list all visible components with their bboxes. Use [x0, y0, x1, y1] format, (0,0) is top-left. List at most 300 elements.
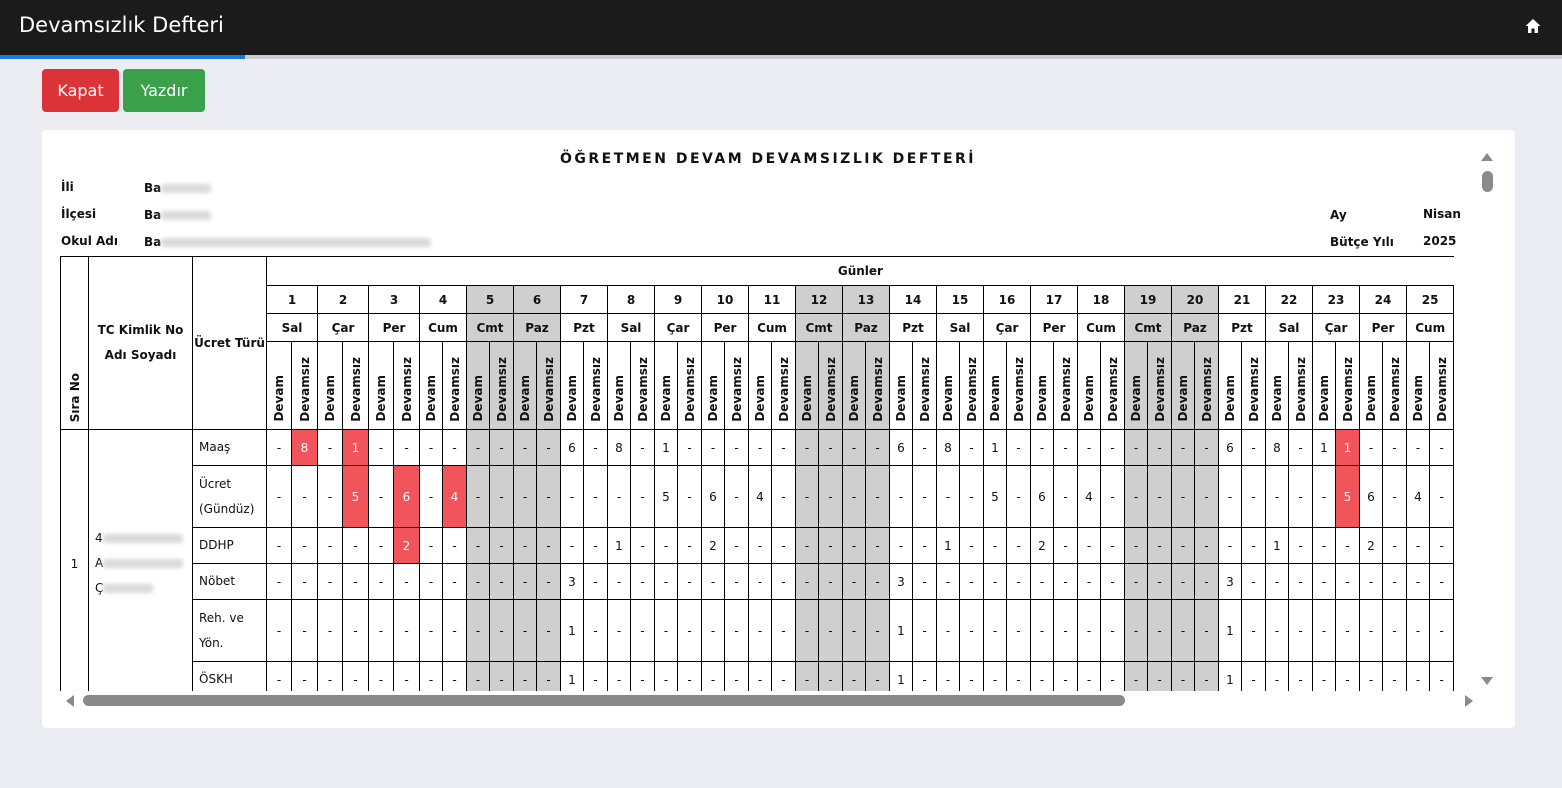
devamsiz-cell: - [866, 430, 890, 466]
devamsiz-cell: - [960, 528, 984, 564]
person-tc-no [95, 526, 192, 551]
devam-cell: - [749, 528, 772, 564]
devam-cell: - [796, 528, 819, 564]
devam-cell: - [1125, 528, 1148, 564]
devam-header [1031, 342, 1054, 430]
devamsiz-cell: - [394, 600, 420, 662]
devamsiz-cell: - [1054, 662, 1078, 692]
devam-cell: - [514, 662, 537, 692]
devam-header [843, 342, 866, 430]
devam-cell: 1 [937, 528, 960, 564]
devam-cell: - [267, 600, 292, 662]
devamsiz-header [631, 342, 655, 430]
devam-cell: - [1360, 564, 1383, 600]
devam-cell: - [843, 564, 866, 600]
day-number-header: 19 [1125, 286, 1172, 314]
devamsiz-cell: - [866, 528, 890, 564]
devamsiz-cell: - [490, 528, 514, 564]
devam-cell: - [1078, 564, 1101, 600]
devam-header [514, 342, 537, 430]
table-row [61, 662, 1454, 692]
devam-cell: - [702, 564, 725, 600]
devamsiz-header [772, 342, 796, 430]
devam-cell: 8 [1266, 430, 1289, 466]
devam-cell: 6 [890, 430, 913, 466]
devam-cell: - [1031, 600, 1054, 662]
devamsiz-cell: - [819, 600, 843, 662]
devamsiz-cell: - [913, 600, 937, 662]
ucret-turu-cell: Nöbet [193, 564, 267, 600]
day-name-header: Cum [749, 314, 796, 342]
ay-value: Nisan [1423, 207, 1461, 221]
devam-header [984, 342, 1007, 430]
ucret-turu-cell: ÖSKH [193, 662, 267, 692]
person-soyad-text: Ç [95, 581, 104, 595]
devamsiz-header [394, 342, 420, 430]
devamsiz-cell: - [1383, 564, 1407, 600]
devamsiz-header [1054, 342, 1078, 430]
devamsiz-cell: - [819, 430, 843, 466]
load-progress-fill [0, 55, 245, 59]
devamsiz-header-text: Devamsız [588, 357, 603, 422]
devamsiz-cell: - [866, 564, 890, 600]
table-row [61, 564, 1454, 600]
devam-cell: 2 [1360, 528, 1383, 564]
day-number-header: 18 [1078, 286, 1125, 314]
devam-header-text: Devam [1035, 375, 1049, 422]
devam-cell: - [267, 528, 292, 564]
devamsiz-cell: 1 [343, 430, 369, 466]
devam-cell: - [1266, 564, 1289, 600]
home-icon[interactable] [1524, 17, 1542, 35]
devam-cell: - [655, 528, 678, 564]
devamsiz-cell: - [343, 662, 369, 692]
devam-header-text: Devam [1270, 375, 1284, 422]
devamsiz-cell: - [866, 662, 890, 692]
day-name-header: Paz [514, 314, 561, 342]
devam-header-text: Devam [941, 375, 955, 422]
devamsiz-cell: - [1101, 466, 1125, 528]
devamsiz-cell: - [1430, 466, 1454, 528]
devam-cell: - [796, 430, 819, 466]
devamsiz-cell: - [1242, 600, 1266, 662]
devamsiz-cell: - [443, 564, 467, 600]
devamsiz-header [1148, 342, 1172, 430]
day-number-header: 5 [467, 286, 514, 314]
devamsiz-cell: - [678, 564, 702, 600]
devamsiz-cell: - [1195, 600, 1219, 662]
devam-header-text: Devam [612, 375, 626, 422]
devamsiz-cell: - [1195, 466, 1219, 528]
day-number-header: 4 [420, 286, 467, 314]
devamsiz-cell: 4 [443, 466, 467, 528]
day-number-header: 17 [1031, 286, 1078, 314]
devamsiz-header-text: Devamsız [1011, 357, 1026, 422]
day-name-header: Cum [1078, 314, 1125, 342]
devamsiz-cell: - [678, 662, 702, 692]
devam-cell: - [749, 430, 772, 466]
devamsiz-cell: - [1054, 600, 1078, 662]
day-name-header: Çar [984, 314, 1031, 342]
devamsiz-header-text: Devamsız [348, 357, 363, 422]
devamsiz-header-text: Devamsız [1340, 357, 1355, 422]
devam-cell: - [420, 564, 443, 600]
devam-cell: - [1360, 600, 1383, 662]
devam-cell: - [1172, 466, 1195, 528]
devamsiz-cell: - [819, 528, 843, 564]
ay-label: Ay [1330, 208, 1347, 222]
devamsiz-cell: - [1148, 600, 1172, 662]
devamsiz-cell: - [1195, 662, 1219, 692]
devamsiz-cell: - [772, 466, 796, 528]
devam-cell: - [420, 662, 443, 692]
devam-header [1125, 342, 1148, 430]
devam-cell: - [1407, 430, 1430, 466]
devamsiz-cell: - [1289, 600, 1313, 662]
devamsiz-cell: 1 [1336, 430, 1360, 466]
devamsiz-cell: - [343, 528, 369, 564]
devamsiz-cell: - [1195, 564, 1219, 600]
sira-no-header-text: Sıra No [67, 372, 82, 422]
devamsiz-header [866, 342, 890, 430]
day-name-header: Çar [318, 314, 369, 342]
devamsiz-header [537, 342, 561, 430]
devamsiz-cell: - [725, 430, 749, 466]
devamsiz-header-text: Devamsız [964, 357, 979, 422]
devamsiz-header [292, 342, 318, 430]
devam-header [655, 342, 678, 430]
devamsiz-cell: - [960, 662, 984, 692]
devamsiz-header [913, 342, 937, 430]
devam-cell: - [796, 466, 819, 528]
devamsiz-header [443, 342, 467, 430]
table-row [61, 528, 1454, 564]
devamsiz-cell: - [343, 600, 369, 662]
devam-cell: 1 [984, 430, 1007, 466]
day-number-header: 8 [608, 286, 655, 314]
devamsiz-cell: - [772, 600, 796, 662]
devamsiz-header [1007, 342, 1031, 430]
devam-header-text: Devam [706, 375, 720, 422]
devam-cell: - [467, 430, 490, 466]
devamsiz-cell: - [584, 600, 608, 662]
devamsiz-cell: - [490, 600, 514, 662]
devamsiz-cell: 2 [394, 528, 420, 564]
day-name-header: Sal [937, 314, 984, 342]
devam-header-text: Devam [1176, 375, 1190, 422]
devamsiz-header [1289, 342, 1313, 430]
day-number-header: 25 [1407, 286, 1454, 314]
devamsiz-cell: - [678, 528, 702, 564]
devamsiz-cell: 8 [292, 430, 318, 466]
day-name-header: Pzt [890, 314, 937, 342]
day-number-header: 6 [514, 286, 561, 314]
devamsiz-cell: - [1054, 564, 1078, 600]
print-button[interactable]: Yazdır [123, 69, 205, 112]
devamsiz-header-text: Devamsız [1387, 357, 1402, 422]
devam-cell: - [655, 564, 678, 600]
devamsiz-cell: - [584, 466, 608, 528]
horizontal-scrollbar-thumb[interactable] [83, 695, 1125, 706]
devamsiz-cell: - [960, 564, 984, 600]
devamsiz-header-text: Devamsız [823, 357, 838, 422]
devam-cell: - [318, 564, 343, 600]
devam-cell: - [655, 662, 678, 692]
devamsiz-cell: - [1007, 528, 1031, 564]
devamsiz-cell: - [631, 662, 655, 692]
devam-cell: 6 [1031, 466, 1054, 528]
devam-cell: - [702, 600, 725, 662]
devam-cell: - [796, 600, 819, 662]
devamsiz-cell: - [1430, 430, 1454, 466]
devam-cell: - [1360, 662, 1383, 692]
butce-value: 2025 [1423, 234, 1457, 248]
devamsiz-cell: - [1242, 564, 1266, 600]
devamsiz-header-text: Devamsız [1246, 357, 1261, 422]
devamsiz-header [1383, 342, 1407, 430]
devamsiz-cell: - [292, 528, 318, 564]
devamsiz-cell: - [1054, 528, 1078, 564]
devam-header-text: Devam [323, 375, 337, 422]
okul-value: Ba [144, 235, 431, 249]
vertical-scrollbar-thumb[interactable] [1482, 171, 1493, 192]
ucret-turu-cell: Reh. ve Yön. [193, 600, 267, 662]
devam-cell: 1 [561, 662, 584, 692]
devamsiz-cell: - [1336, 528, 1360, 564]
day-name-header: Cum [1407, 314, 1454, 342]
devamsiz-cell: 5 [343, 466, 369, 528]
devam-header [1172, 342, 1195, 430]
devam-cell: - [420, 528, 443, 564]
devam-cell: - [318, 600, 343, 662]
devamsiz-cell: - [678, 430, 702, 466]
close-button[interactable]: Kapat [42, 69, 119, 112]
devamsiz-cell: - [490, 662, 514, 692]
devamsiz-cell: - [1148, 564, 1172, 600]
devam-cell: 6 [1219, 430, 1242, 466]
devam-cell: - [420, 600, 443, 662]
il-value: Ba [144, 181, 211, 195]
devam-cell: 6 [561, 430, 584, 466]
devamsiz-cell: - [537, 564, 561, 600]
devamsiz-cell: - [343, 564, 369, 600]
devam-header-text: Devam [1317, 375, 1331, 422]
devamsiz-cell: - [584, 662, 608, 692]
devamsiz-cell: - [1430, 662, 1454, 692]
devam-header-text: Devam [518, 375, 532, 422]
devamsiz-cell: - [960, 466, 984, 528]
devamsiz-cell: - [678, 466, 702, 528]
day-name-header: Cmt [1125, 314, 1172, 342]
devam-cell: - [937, 466, 960, 528]
devam-cell: - [1125, 430, 1148, 466]
day-name-header: Cmt [796, 314, 843, 342]
devamsiz-header-text: Devamsız [1434, 357, 1449, 422]
devam-cell: - [1125, 662, 1148, 692]
day-name-header: Paz [1172, 314, 1219, 342]
scroll-right-arrow-icon[interactable] [1465, 695, 1473, 707]
devam-cell: - [267, 430, 292, 466]
scroll-down-arrow-icon[interactable] [1481, 677, 1493, 685]
devam-header-text: Devam [565, 375, 579, 422]
devamsiz-cell: - [1007, 600, 1031, 662]
devam-cell: - [1266, 662, 1289, 692]
devam-cell: - [420, 466, 443, 528]
devam-header-text: Devam [847, 375, 861, 422]
devam-header [608, 342, 631, 430]
devamsiz-header [1242, 342, 1266, 430]
devam-cell: - [369, 528, 394, 564]
devamsiz-cell: - [725, 466, 749, 528]
devamsiz-cell: - [725, 600, 749, 662]
devamsiz-cell: - [584, 528, 608, 564]
ucret-turu-cell: Ücret (Gündüz) [193, 466, 267, 528]
devam-cell: - [514, 528, 537, 564]
devam-cell: - [369, 466, 394, 528]
devamsiz-cell: - [1289, 466, 1313, 528]
devamsiz-cell: - [1289, 564, 1313, 600]
devamsiz-cell: - [960, 430, 984, 466]
devamsiz-cell: - [394, 662, 420, 692]
devamsiz-header-text: Devamsız [729, 357, 744, 422]
adi-soyadi-header-text: Adı Soyadı [104, 348, 177, 362]
app-title: Devamsızlık Defteri [19, 13, 224, 37]
devam-header [369, 342, 394, 430]
devam-cell: 6 [1360, 466, 1383, 528]
okul-label: Okul Adı [61, 234, 119, 248]
day-name-header: Pzt [561, 314, 608, 342]
devam-cell: - [369, 564, 394, 600]
devamsiz-cell: - [1101, 564, 1125, 600]
devam-cell: - [467, 600, 490, 662]
document-title: ÖĞRETMEN DEVAM DEVAMSIZLIK DEFTERİ [559, 151, 977, 167]
devam-cell: - [467, 662, 490, 692]
devam-cell: - [1360, 430, 1383, 466]
devam-cell: - [1172, 662, 1195, 692]
devam-cell: - [608, 466, 631, 528]
scroll-left-arrow-icon[interactable] [66, 695, 74, 707]
person-ad-text: A [95, 556, 104, 570]
devam-cell: 8 [937, 430, 960, 466]
devam-cell: - [1172, 430, 1195, 466]
devamsiz-cell: - [292, 662, 318, 692]
devam-cell: - [561, 528, 584, 564]
devamsiz-cell: - [1101, 430, 1125, 466]
devam-cell: - [1219, 528, 1242, 564]
devam-header-text: Devam [753, 375, 767, 422]
day-name-header: Sal [267, 314, 318, 342]
devamsiz-cell: - [1336, 564, 1360, 600]
devam-cell: - [608, 662, 631, 692]
devamsiz-cell: - [1242, 430, 1266, 466]
devam-header-text: Devam [471, 375, 485, 422]
devamsiz-cell: - [1007, 662, 1031, 692]
devamsiz-cell: - [1289, 662, 1313, 692]
devamsiz-cell: - [631, 564, 655, 600]
devam-cell: - [369, 430, 394, 466]
devamsiz-header [1195, 342, 1219, 430]
devam-cell: - [1031, 564, 1054, 600]
devamsiz-cell: - [913, 466, 937, 528]
day-number-header: 12 [796, 286, 843, 314]
devamsiz-cell: - [1242, 528, 1266, 564]
devam-cell: - [608, 600, 631, 662]
devam-header-text: Devam [988, 375, 1002, 422]
devam-cell: 6 [702, 466, 725, 528]
devamsiz-cell: - [866, 600, 890, 662]
gunler-header: Günler [267, 257, 1454, 286]
attendance-table-scroll[interactable] [60, 256, 1478, 691]
devam-header [267, 342, 292, 430]
devam-header [561, 342, 584, 430]
devam-cell: 1 [1219, 600, 1242, 662]
devamsiz-cell: - [394, 564, 420, 600]
devamsiz-cell: - [394, 430, 420, 466]
devam-cell: - [1313, 528, 1336, 564]
load-progress [0, 55, 1562, 59]
devam-cell: - [1219, 466, 1242, 528]
devamsiz-cell: - [631, 466, 655, 528]
devamsiz-header-text: Devamsız [682, 357, 697, 422]
devam-header [1078, 342, 1101, 430]
devamsiz-header-text: Devamsız [1293, 357, 1308, 422]
devam-cell: - [1031, 430, 1054, 466]
devamsiz-cell: - [1383, 430, 1407, 466]
devam-header-text: Devam [1223, 375, 1237, 422]
scroll-up-arrow-icon[interactable] [1481, 153, 1493, 161]
devamsiz-cell: - [960, 600, 984, 662]
devamsiz-header [725, 342, 749, 430]
devamsiz-header [678, 342, 702, 430]
day-name-header: Per [1031, 314, 1078, 342]
devamsiz-cell: - [1383, 528, 1407, 564]
devamsiz-cell: 5 [1336, 466, 1360, 528]
day-number-header: 10 [702, 286, 749, 314]
devam-cell: 4 [1078, 466, 1101, 528]
day-number-header: 20 [1172, 286, 1219, 314]
devamsiz-header [960, 342, 984, 430]
devam-header-text: Devam [424, 375, 438, 422]
devamsiz-cell: - [772, 528, 796, 564]
devamsiz-cell: - [1007, 564, 1031, 600]
devamsiz-cell: - [913, 564, 937, 600]
devam-header-text: Devam [1411, 375, 1425, 422]
devam-cell: - [1172, 528, 1195, 564]
day-name-header: Çar [1313, 314, 1360, 342]
devamsiz-cell: - [443, 528, 467, 564]
devamsiz-cell: - [1007, 430, 1031, 466]
devam-cell: 1 [1313, 430, 1336, 466]
devamsiz-cell: 6 [394, 466, 420, 528]
devamsiz-cell: - [1336, 600, 1360, 662]
devam-cell: - [467, 466, 490, 528]
devam-header [749, 342, 772, 430]
devamsiz-cell: - [1101, 662, 1125, 692]
devamsiz-cell: - [1430, 528, 1454, 564]
devamsiz-header-text: Devamsız [399, 357, 414, 422]
devam-cell: 4 [1407, 466, 1430, 528]
devam-cell: - [890, 528, 913, 564]
devamsiz-cell: - [725, 564, 749, 600]
devamsiz-header [490, 342, 514, 430]
devam-header [1266, 342, 1289, 430]
day-number-header: 14 [890, 286, 937, 314]
devamsiz-header-text: Devamsız [870, 357, 885, 422]
devamsiz-cell: - [1289, 528, 1313, 564]
devamsiz-cell: - [913, 430, 937, 466]
devamsiz-cell: - [913, 528, 937, 564]
devamsiz-header [819, 342, 843, 430]
